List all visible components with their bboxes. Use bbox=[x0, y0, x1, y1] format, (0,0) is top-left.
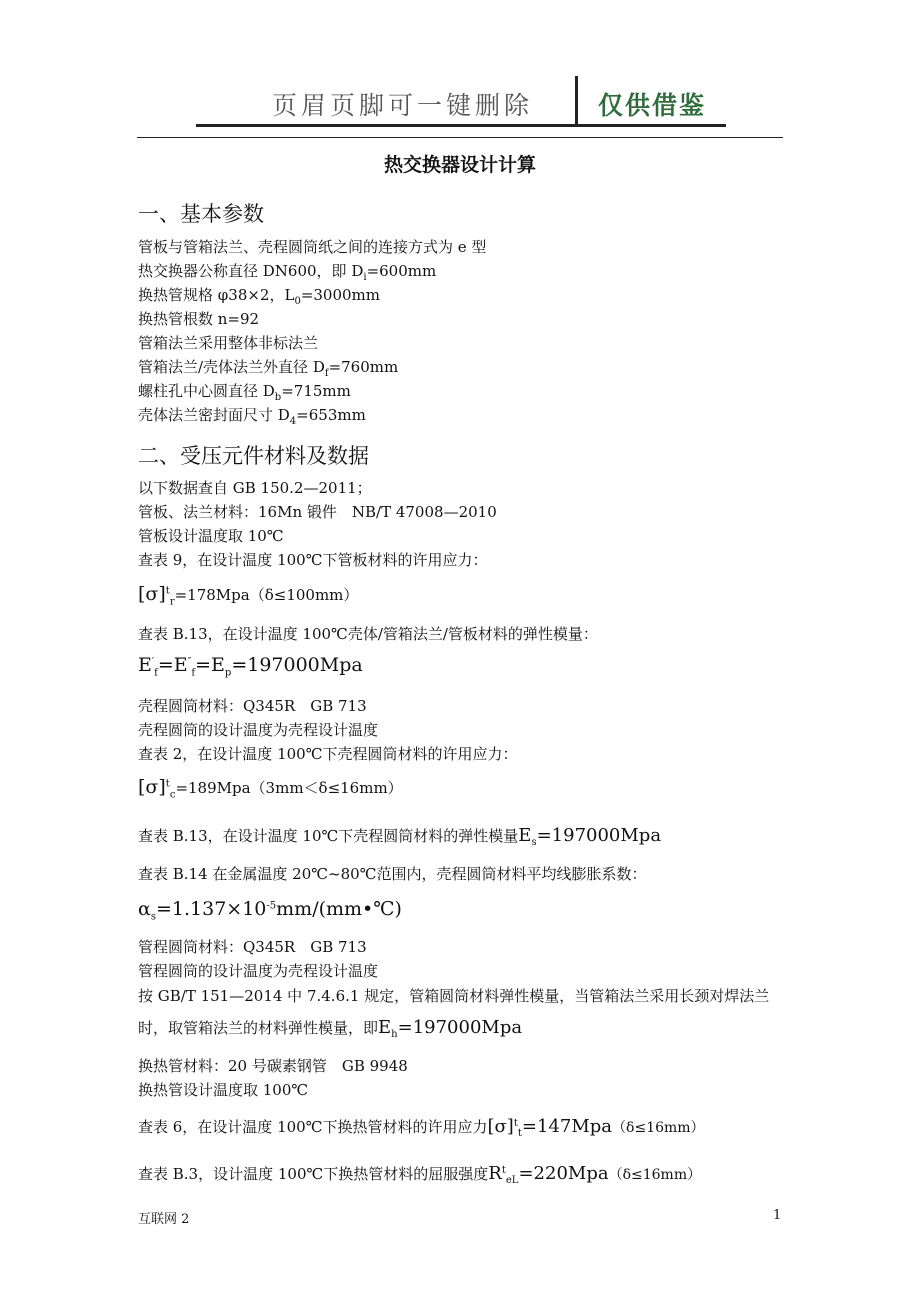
header-rule-thick bbox=[196, 124, 726, 127]
s2-line-tube-material: 换热管材料：20 号碳素钢管 GB 9948 bbox=[138, 1057, 408, 1075]
header-divider bbox=[575, 76, 578, 124]
s1-line-connection: 管板与管箱法兰、壳程圆筒纸之间的连接方式为 e 型 bbox=[138, 238, 487, 256]
s1-line-tube-count: 换热管根数 n=92 bbox=[138, 310, 260, 328]
s2-line-channel-modulus: 时，取管箱法兰的材料弹性模量，即$E_h=197000Mpa$ bbox=[138, 1017, 523, 1040]
page-number: 1 bbox=[773, 1208, 782, 1223]
s2-line-shell-modulus: 查表 B.13，在设计温度 10℃下壳程圆筒材料的弹性模量$E_s=197000Mpa$ bbox=[138, 825, 662, 848]
s1-line-bolt-circle: 螺柱孔中心圆直径 $D_b=715mm$ bbox=[138, 382, 351, 403]
s2-line-table2: 查表 2，在设计温度 100℃下壳程圆筒材料的许用应力： bbox=[138, 745, 518, 763]
s2-line-material: 管板、法兰材料：16Mn 锻件 NB/T 47008—2010 bbox=[138, 503, 497, 521]
s1-line-flange-type: 管箱法兰采用整体非标法兰 bbox=[138, 334, 319, 352]
header-left-text: 页眉页脚可一键删除 bbox=[272, 91, 534, 120]
s2-line-shell-material: 壳程圆筒材料：Q345R GB 713 bbox=[138, 697, 367, 715]
s2-line-shell-temp: 壳程圆筒的设计温度为壳程设计温度 bbox=[138, 721, 379, 739]
section2-heading: 二、受压元件材料及数据 bbox=[138, 444, 369, 468]
header-rule-thin bbox=[137, 137, 783, 138]
s2-line-expansion: 查表 B.14 在金属温度 20℃~80℃范围内，壳程圆筒材料平均线膨胀系数： bbox=[138, 865, 647, 883]
s1-line-flange-od: 管箱法兰/壳体法兰外直径 $D_f=760mm$ bbox=[138, 358, 399, 379]
equation-elastic-modulus: $E'_f=E''_f=E_p=197000Mpa$ bbox=[138, 654, 363, 679]
equation-expansion-coefficient: $\alpha_s=1.137\times 10^{-5}mm/(mm•℃)$ bbox=[138, 898, 402, 923]
s2-line-design-temp: 管板设计温度取 10℃ bbox=[138, 527, 284, 545]
equation-allowable-stress-shell: $[\sigma]^t_c=189Mpa(3mm<\delta\le 16mm)$ bbox=[138, 776, 403, 801]
s2-line-tube-temp: 换热管设计温度取 100℃ bbox=[138, 1081, 309, 1099]
s2-line-tube-allowable-stress: 查表 6，在设计温度 100℃下换热管材料的许用应力$[\sigma]^t_t=147Mpa(\delta\le 16mm)$ bbox=[138, 1116, 705, 1139]
s2-line-tube-side-material: 管程圆筒材料：Q345R GB 713 bbox=[138, 938, 367, 956]
s1-line-tube-spec: 换热管规格 φ38×2，$L_0=3000mm$ bbox=[138, 286, 381, 307]
s1-line-diameter: 热交换器公称直径 DN600，即 $D_i=600mm$ bbox=[138, 262, 437, 283]
s2-line-tube-yield-strength: 查表 B.3，设计温度 100℃下换热管材料的屈服强度$R^t_{eL}=220Mpa(\delta\le 16mm)$ bbox=[138, 1163, 702, 1186]
s2-line-gbt151: 按 GB/T 151—2014 中 7.4.6.1 规定，管箱圆筒材料弹性模量，当管箱法兰采用长颈对焊法兰 bbox=[138, 987, 770, 1005]
s2-line-table-b13: 查表 B.13，在设计温度 100℃壳体/管箱法兰/管板材料的弹性模量： bbox=[138, 625, 598, 643]
header-right-text: 仅供借鉴 bbox=[598, 91, 707, 120]
s2-line-tube-side-temp: 管程圆筒的设计温度为壳程设计温度 bbox=[138, 962, 379, 980]
s1-line-seal-size: 壳体法兰密封面尺寸 $D_4=653mm$ bbox=[138, 406, 366, 427]
equation-allowable-stress-tubesheet: $[\sigma]^t_r=178Mpa(\delta\le 100mm)$ bbox=[138, 583, 359, 608]
s2-line-table9: 查表 9，在设计温度 100℃下管板材料的许用应力： bbox=[138, 551, 488, 569]
document-title: 热交换器设计计算 bbox=[383, 154, 536, 176]
section1-heading: 一、基本参数 bbox=[138, 202, 264, 226]
s2-line-source: 以下数据查自 GB 150.2—2011； bbox=[138, 479, 372, 497]
footer-left: 互联网 2 bbox=[138, 1212, 190, 1227]
